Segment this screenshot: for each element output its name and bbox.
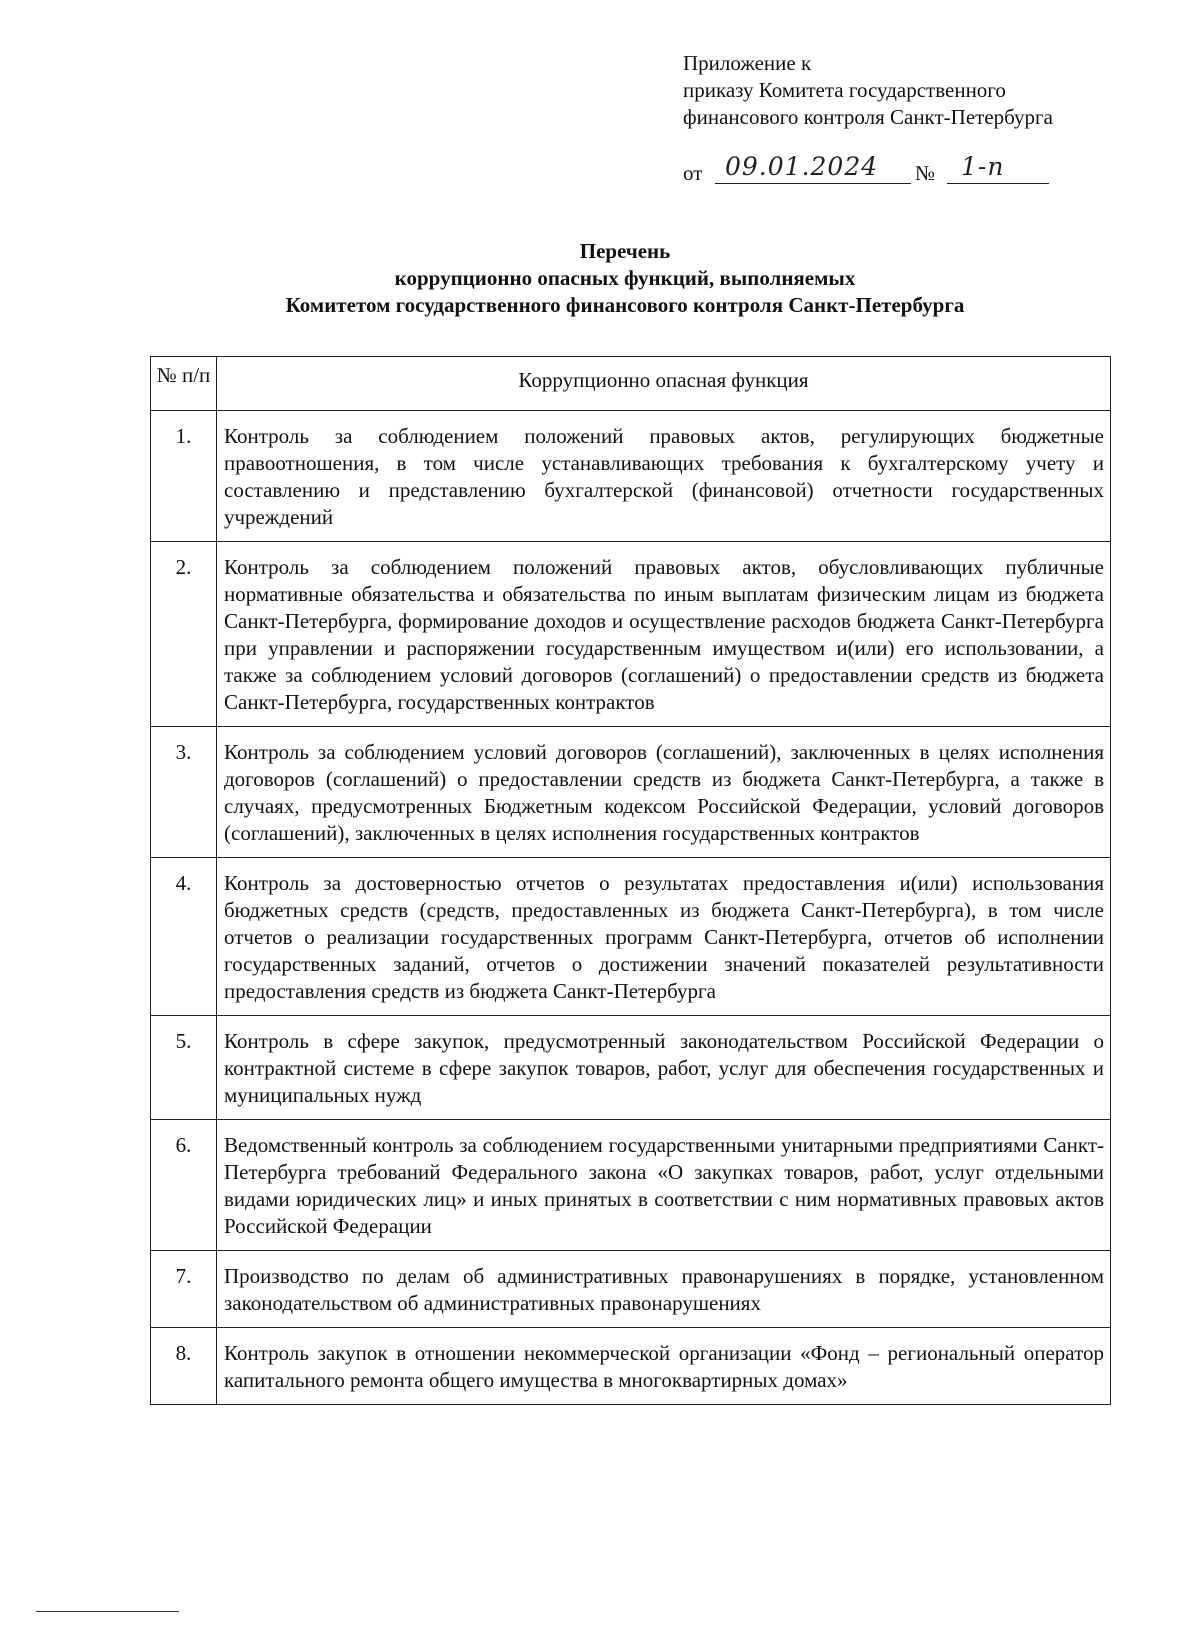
row-function: Контроль за соблюдением условий договоров (соглашений), заключенных в целях исполнения договоров (соглашений) о предоставлении средств из бюджета Санкт-Петербурга, а также в случаях, предусмотренных Бюджетным кодексом Российской Федерации, условий договоров (соглашений), заключенных в целях исполнения государственных контрактов xyxy=(217,727,1111,858)
table-header-row xyxy=(151,357,1111,411)
row-number: 6. xyxy=(151,1120,217,1251)
table-row xyxy=(151,411,1111,542)
order-reference xyxy=(683,152,1153,188)
table-row xyxy=(151,1328,1111,1405)
row-function: Производство по делам об административных правонарушениях в порядке, установленном законодательством об административных правонарушениях xyxy=(217,1251,1111,1328)
table-row xyxy=(151,858,1111,1016)
row-function: Контроль в сфере закупок, предусмотренный законодательством Российской Федерации о контрактной системе в сфере закупок товаров, работ, услуг для обеспечения государственных и муниципальных нужд xyxy=(217,1016,1111,1120)
table-row xyxy=(151,1120,1111,1251)
order-date-handwritten: 09.01.2024 xyxy=(725,152,879,181)
table-row xyxy=(151,1251,1111,1328)
title-line-2: коррупционно опасных функций, выполняемых xyxy=(394,266,856,290)
row-function: Контроль за достоверностью отчетов о результатах предоставления и(или) использования бюджетных средств (средств, предоставленных из бюджета Санкт-Петербурга), в том числе отчетов о реализации государственных программ Санкт-Петербурга, отчетов об исполнении государственных заданий, отчетов о достижении значений показателей результативности предоставления средств из бюджета Санкт-Петербурга xyxy=(217,858,1111,1016)
order-date-field xyxy=(715,149,911,184)
order-date-label: от xyxy=(683,161,703,185)
appendix-line-3: финансового контроля Санкт-Петербурга xyxy=(683,105,1053,129)
table-row xyxy=(151,542,1111,727)
row-number: 3. xyxy=(151,727,217,858)
appendix-block xyxy=(683,50,1153,131)
functions-table xyxy=(150,356,1111,1405)
header-function: Коррупционно опасная функция xyxy=(217,357,1111,411)
row-number: 5. xyxy=(151,1016,217,1120)
document-title xyxy=(150,238,1100,319)
header-number: № п/п xyxy=(151,357,217,411)
table-row xyxy=(151,1016,1111,1120)
row-number: 1. xyxy=(151,411,217,542)
order-number-label: № xyxy=(915,161,936,185)
row-number: 8. xyxy=(151,1328,217,1405)
table-row xyxy=(151,727,1111,858)
footnote-separator xyxy=(36,1611,179,1612)
appendix-line-2: приказу Комитета государственного xyxy=(683,78,1006,102)
title-line-1: Перечень xyxy=(579,239,671,263)
row-function: Контроль за соблюдением положений правовых актов, обусловливающих публичные нормативные обязательства и обязательства по иным выплатам физическим лицам из бюджета Санкт-Петербурга, формирование доходов и осуществление расходов бюджета Санкт-Петербурга при управлении и распоряжении государственным имуществом и(или) его использовании, а также за соблюдением условий договоров (соглашений) о предоставлении средств из бюджета Санкт-Петербурга, государственных контрактов xyxy=(217,542,1111,727)
row-number: 4. xyxy=(151,858,217,1016)
row-number: 7. xyxy=(151,1251,217,1328)
order-number-field xyxy=(947,149,1049,184)
title-line-3: Комитетом государственного финансового контроля Санкт-Петербурга xyxy=(285,293,965,317)
row-function: Ведомственный контроль за соблюдением государственными унитарными предприятиями Санкт-Петербурга требований Федерального закона «О закупках товаров, работ, услуг отдельными видами юридических лиц» и иных принятых в соответствии с ним нормативных правовых актов Российской Федерации xyxy=(217,1120,1111,1251)
appendix-line-1: Приложение к xyxy=(683,51,812,75)
row-function: Контроль закупок в отношении некоммерческой организации «Фонд – региональный оператор капитального ремонта общего имущества в многоквартирных домах» xyxy=(217,1328,1111,1405)
row-number: 2. xyxy=(151,542,217,727)
row-function: Контроль за соблюдением положений правовых актов, регулирующих бюджетные правоотношения, в том числе устанавливающих требования к бухгалтерскому учету и составлению и представлению бухгалтерской (финансовой) отчетности государственных учреждений xyxy=(217,411,1111,542)
order-number-handwritten: 1-п xyxy=(961,152,1005,181)
